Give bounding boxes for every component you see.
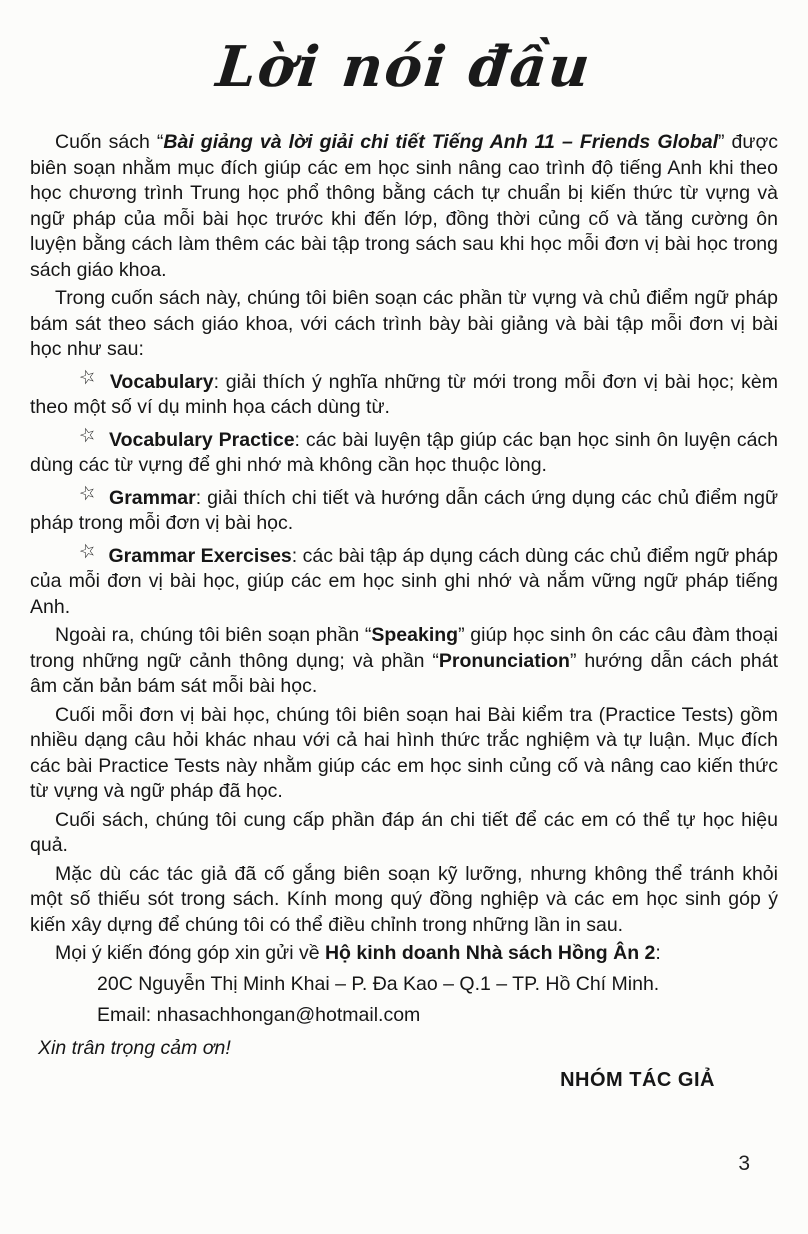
text-run: Grammar Exercises bbox=[108, 544, 292, 567]
text-run: Ngoài ra, chúng tôi biên soạn phần “ bbox=[55, 624, 372, 646]
text-run: ” hướng dẫn cách phát âm căn bản bám sát mỗi bài học. bbox=[30, 649, 778, 697]
page-number: 3 bbox=[738, 1152, 750, 1175]
text-run: : các bài tập áp dụng cách dùng các chủ điểm ngữ pháp của mỗi đơn vị bài học, giúp các em học sinh ghi nhớ và nắm vững ngữ pháp tiếng Anh. bbox=[30, 544, 778, 618]
paragraph bbox=[30, 808, 778, 859]
bullet-item bbox=[30, 364, 779, 421]
paragraph bbox=[30, 862, 778, 939]
bullet-item bbox=[30, 422, 779, 479]
address-line bbox=[30, 1001, 778, 1029]
star-icon: ☆ bbox=[76, 422, 100, 448]
bullet-item bbox=[30, 538, 778, 621]
star-icon: ☆ bbox=[76, 364, 100, 390]
paragraph bbox=[30, 703, 778, 805]
star-icon: ☆ bbox=[76, 538, 100, 564]
text-run: ” được biên soạn nhằm mục đích giúp các em học sinh nâng cao trình độ tiếng Anh khi theo học chương trình Trung học phổ thông bằng cách tự chuẩn bị kiến thức từ vựng và ngữ pháp của mỗi bài học trước khi đến lớp, đồng thời củng cố và tăng cường ôn luyện bằng cách làm thêm các bài tập trong sách sau khi học mỗi đơn vị bài học trong sách giáo khoa. bbox=[30, 131, 778, 281]
text-run: Email: nhasachhongan@hotmail.com bbox=[97, 1003, 421, 1026]
paragraph bbox=[30, 623, 778, 700]
author-signature bbox=[30, 1068, 778, 1094]
address-line bbox=[30, 970, 778, 998]
text-run: Vocabulary Practice bbox=[109, 428, 295, 451]
page-title: Lời nói đầu bbox=[213, 34, 595, 100]
text-run: 20C Nguyễn Thị Minh Khai – P. Đa Kao – Q.1 – TP. Hồ Chí Minh. bbox=[97, 972, 660, 995]
text-run: : giải thích chi tiết và hướng dẫn cách ứng dụng các chủ điểm ngữ pháp trong mỗi đơn vị bài học. bbox=[30, 486, 779, 534]
text-run: Cuốn sách “ bbox=[55, 131, 164, 153]
text-run: Xin trân trọng cảm ơn! bbox=[38, 1036, 231, 1059]
page-content bbox=[0, 130, 808, 1093]
text-run: Pronunciation bbox=[438, 649, 570, 672]
paragraph bbox=[30, 941, 778, 967]
text-run: Cuối sách, chúng tôi cung cấp phần đáp án chi tiết để các em có thể tự học hiệu quả. bbox=[30, 808, 778, 856]
star-icon: ☆ bbox=[76, 480, 100, 506]
paragraph bbox=[30, 286, 778, 363]
text-run: Speaking bbox=[371, 624, 459, 646]
text-run: Hộ kinh doanh Nhà sách Hồng Ân 2 bbox=[324, 942, 656, 964]
text-run: Vocabulary bbox=[109, 370, 214, 393]
text-run: : các bài luyện tập giúp các bạn học sinh ôn luyện cách dùng các từ vựng để ghi nhớ mà không cần học thuộc lòng. bbox=[30, 428, 779, 476]
bullet-item bbox=[30, 480, 779, 537]
text-run: Mọi ý kiến đóng góp xin gửi về bbox=[55, 942, 325, 964]
signoff-line bbox=[30, 1034, 778, 1062]
text-run: NHÓM TÁC GIẢ bbox=[560, 1068, 715, 1091]
text-run: Bài giảng và lời giải chi tiết Tiếng Anh 11 – Friends Global bbox=[163, 131, 718, 153]
text-run: : giải thích ý nghĩa những từ mới trong mỗi đơn vị bài học; kèm theo một số ví dụ minh họa cách dùng từ. bbox=[30, 370, 779, 418]
paragraph bbox=[30, 130, 778, 283]
text-run: Grammar bbox=[109, 486, 196, 509]
text-run: Cuối mỗi đơn vị bài học, chúng tôi biên soạn hai Bài kiểm tra (Practice Tests) gồm nhiều dạng câu hỏi khác nhau với cả hai hình thức trắc nghiệm và tự luận. Mục đích các bài Practice Tests này nhằm giúp các em học sinh củng cố và nâng cao kiến thức từ vựng và ngữ pháp đã học. bbox=[30, 703, 778, 802]
text-run: ” giúp học sinh ôn các câu đàm thoại trong những ngữ cảnh thông dụng; và phần “ bbox=[30, 624, 778, 672]
book-page bbox=[0, 34, 808, 1234]
text-run: Mặc dù các tác giả đã cố gắng biên soạn kỹ lưỡng, nhưng không thể tránh khỏi một số thiếu sót trong sách. Kính mong quý đồng nghiệp và các em học sinh góp ý kiến xây dựng để chúng tôi có thể điều chỉnh trong những lần in sau. bbox=[30, 862, 778, 936]
text-run: : bbox=[655, 942, 661, 964]
text-run: Trong cuốn sách này, chúng tôi biên soạn các phần từ vựng và chủ điểm ngữ pháp bám sát theo sách giáo khoa, với cách trình bày bài giảng và bài tập mỗi đơn vị bài học như sau: bbox=[30, 287, 778, 360]
